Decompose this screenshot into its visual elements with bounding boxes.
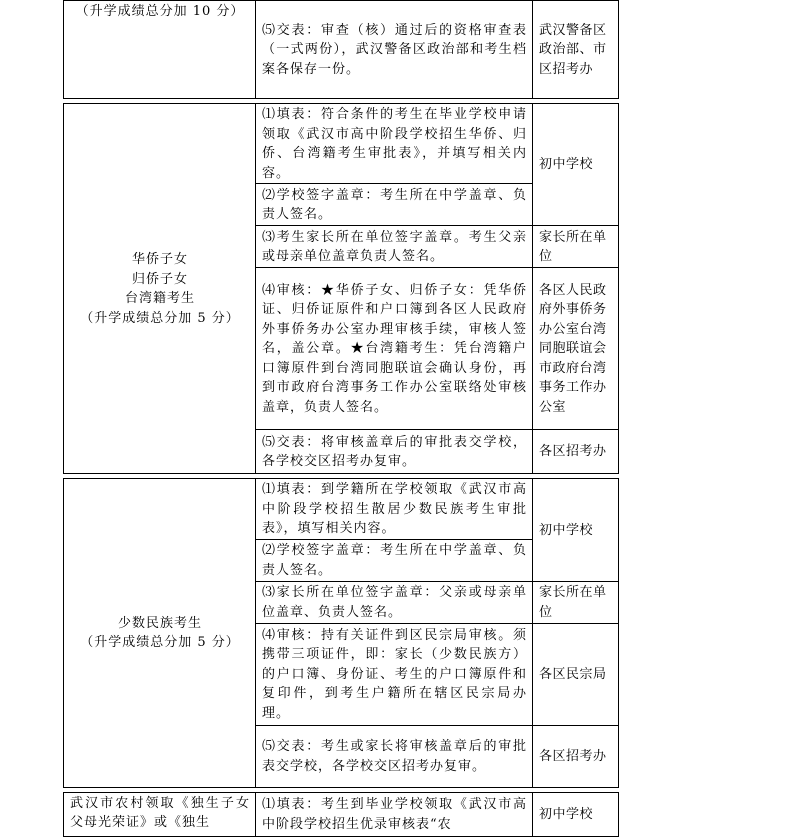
category-line: 归侨子女 (131, 271, 188, 287)
department-cell: 武汉警备区政治部、市区招考办 (533, 1, 619, 99)
category-line: 华侨子女 (131, 252, 188, 267)
step-cell: ⑸交表：考生或家长将审核盖章后的审批表交学校，各学校交区招考办复审。 (256, 725, 533, 787)
step-cell: ⑸交表：审查（核）通过后的资格审查表（一式两份），武汉警备区政治部和考生档案各保存一份。 (256, 1, 533, 99)
step-cell: ⑶考生家长所在单位签字盖章。考生父亲或母亲单位盖章负责人签名。 (256, 226, 533, 268)
table-row (64, 104, 619, 184)
department-cell: 各区民宗局 (533, 623, 619, 725)
category-line: 台湾籍考生 (124, 291, 195, 306)
category-line: 少数民族考生 (117, 615, 202, 631)
department-cell: 各区招考办 (533, 725, 619, 787)
step-cell: ⑴填表：到学籍所在学校领取《武汉市高中阶段学校招生散居少数民族考生审批表》，填写相关内容。 (256, 479, 533, 540)
department-cell: 家长所在单位 (533, 226, 619, 268)
step-cell: ⑶家长所在单位签字盖章：父亲或母亲单位盖章、负责人签名。 (256, 581, 533, 623)
category-line: 武汉市农村领取《独生子女父母光荣证》或《独生 (70, 795, 250, 830)
department-cell: 各区人民政府外事侨务办公室台湾同胞联谊会市政府台湾事务工作办公室 (533, 268, 619, 430)
department-cell: 家长所在单位 (533, 581, 619, 623)
category-cell (64, 479, 256, 788)
step-cell: ⑵学校签字盖章：考生所在中学盖章、负责人签名。 (256, 539, 533, 581)
category-line: （升学成绩总分加 5 分） (80, 310, 240, 326)
category-cell (64, 792, 256, 836)
table-row (64, 792, 619, 836)
step-cell: ⑷审核：★华侨子女、归侨子女：凭华侨证、归侨证原件和户口簿到各区人民政府外事侨务办公室办理审核手续，审核人签名，盖公章。★台湾籍考生：凭台湾籍户口簿原件到台湾同胞联谊会确认身份，再到市政府台湾事务工作办公室联络处审核盖章，负责人签名。 (256, 268, 533, 430)
step-cell: ⑸交表：将审核盖章后的审批表交学校，各学校交区招考办复审。 (256, 430, 533, 474)
bonus-points-table (63, 0, 619, 837)
department-cell: 初中学校 (533, 479, 619, 582)
table-row (64, 479, 619, 540)
step-cell: ⑴填表：符合条件的考生在毕业学校申请领取《武汉市高中阶段学校招生华侨、归侨、台湾籍考生审批表》，并填写相关内容。 (256, 104, 533, 184)
category-line: （升学成绩总分加 5 分） (80, 635, 240, 651)
step-cell: ⑷审核：持有关证件到区民宗局审核。须携带三项证件，即：家长（少数民族方）的户口簿、身份证、考生的户口簿原件和复印件，到考生户籍所在辖区民宗局办理。 (256, 623, 533, 725)
department-cell: 初中学校 (533, 104, 619, 226)
table-row (64, 1, 619, 99)
category-cell (64, 104, 256, 474)
department-cell: 各区招考办 (533, 430, 619, 474)
category-line: （升学成绩总分加 10 分） (75, 4, 245, 19)
step-cell: ⑴填表：考生到毕业学校领取《武汉市高中阶段学校招生优录审核表“农 (256, 792, 533, 836)
department-cell: 初中学校 (533, 792, 619, 836)
step-cell: ⑵学校签字盖章：考生所在中学盖章、负责人签名。 (256, 184, 533, 226)
category-cell (64, 1, 256, 99)
policy-table-document (63, 0, 619, 837)
